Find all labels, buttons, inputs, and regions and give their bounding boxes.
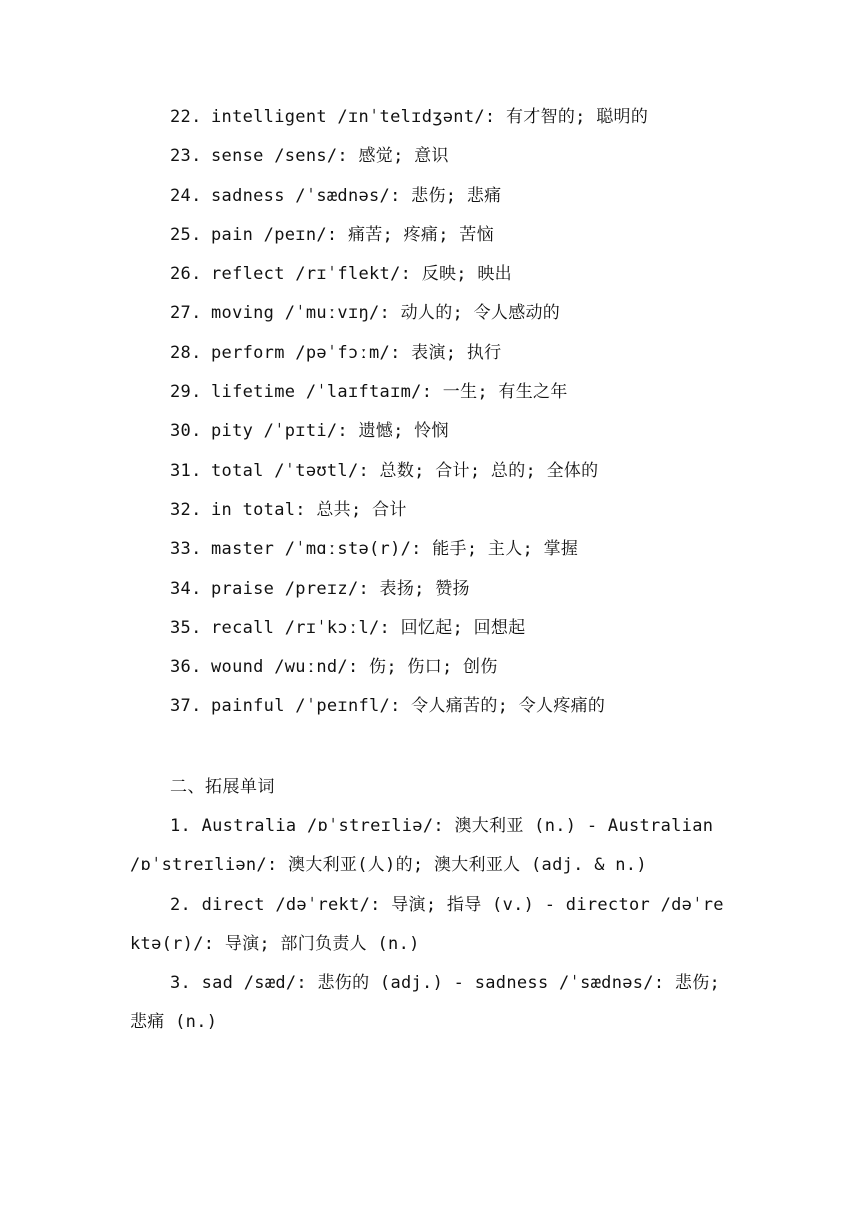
vocab-item: [170, 221, 810, 260]
item-text: perform /pəˈfɔːm/: 表演; 执行: [211, 342, 502, 363]
item-number: 34.: [170, 578, 202, 599]
item-number: 37.: [170, 696, 202, 717]
vocab-item: [170, 339, 810, 378]
item-number: 32.: [170, 499, 202, 520]
item-number: 24.: [170, 185, 202, 206]
item-number: 29.: [170, 382, 202, 403]
item-text: praise /preɪz/: 表扬; 赞扬: [211, 578, 470, 599]
item-text: moving /ˈmuːvɪŋ/: 动人的; 令人感动的: [211, 303, 561, 324]
item-text: lifetime /ˈlaɪftaɪm/: 一生; 有生之年: [211, 382, 568, 403]
item-number: 33.: [170, 539, 202, 560]
extended-word-item: 1. Australia /ɒˈstreɪliə/: 澳大利亚 (n.) - Australian /ɒˈstreɪliən/: 澳大利亚(人)的; 澳大利亚人 (adj. & n.): [130, 816, 714, 875]
item-number: 31.: [170, 460, 202, 481]
vocab-item: [170, 260, 810, 299]
section-heading: 二、拓展单词: [170, 777, 275, 797]
item-text: intelligent /ɪnˈtelɪdʒənt/: 有才智的; 聪明的: [211, 107, 649, 127]
vocab-item: [170, 103, 810, 142]
item-text: in total: 总共; 合计: [211, 499, 407, 520]
item-text: master /ˈmɑːstə(r)/: 能手; 主人; 掌握: [211, 539, 579, 560]
item-text: pain /peɪn/: 痛苦; 疼痛; 苦恼: [211, 224, 494, 245]
vocab-item: [170, 417, 810, 456]
vocab-item: [170, 575, 810, 614]
vocab-item: [170, 653, 810, 692]
item-text: wound /wuːnd/: 伤; 伤口; 创伤: [211, 657, 498, 678]
vocab-item: [170, 378, 810, 417]
vocab-item: [170, 496, 810, 535]
item-number: 36.: [170, 657, 202, 678]
vocab-item: [170, 457, 810, 496]
vocab-item: [170, 614, 810, 653]
item-text: painful /ˈpeɪnfl/: 令人痛苦的; 令人疼痛的: [211, 696, 606, 717]
item-number: 26.: [170, 264, 202, 285]
item-text: pity /ˈpɪti/: 遗憾; 怜悯: [211, 421, 449, 442]
item-text: reflect /rɪˈflekt/: 反映; 映出: [211, 264, 512, 285]
item-number: 28.: [170, 342, 202, 363]
item-number: 27.: [170, 303, 202, 324]
item-number: 30.: [170, 421, 202, 442]
item-text: total /ˈtəʊtl/: 总数; 合计; 总的; 全体的: [211, 460, 599, 481]
vocab-item: [170, 142, 810, 181]
item-text: sadness /ˈsædnəs/: 悲伤; 悲痛: [211, 185, 502, 206]
item-number: 22.: [170, 107, 202, 127]
vocab-item: [170, 182, 810, 221]
extended-word-item: 3. sad /sæd/: 悲伤的 (adj.) - sadness /ˈsædnəs/: 悲伤; 悲痛 (n.): [130, 973, 721, 1032]
item-text: recall /rɪˈkɔːl/: 回忆起; 回想起: [211, 617, 526, 638]
item-number: 23.: [170, 146, 202, 167]
extended-word-item: 2. direct /dəˈrekt/: 导演; 指导 (v.) - director /dəˈrektə(r)/: 导演; 部门负责人 (n.): [130, 895, 724, 954]
item-number: 25.: [170, 224, 202, 245]
vocab-item: [170, 692, 810, 731]
vocab-item: [170, 535, 810, 574]
item-number: 35.: [170, 617, 202, 638]
item-text: sense /sens/: 感觉; 意识: [211, 146, 449, 167]
vocab-list: [170, 103, 810, 732]
vocab-item: [170, 299, 810, 338]
